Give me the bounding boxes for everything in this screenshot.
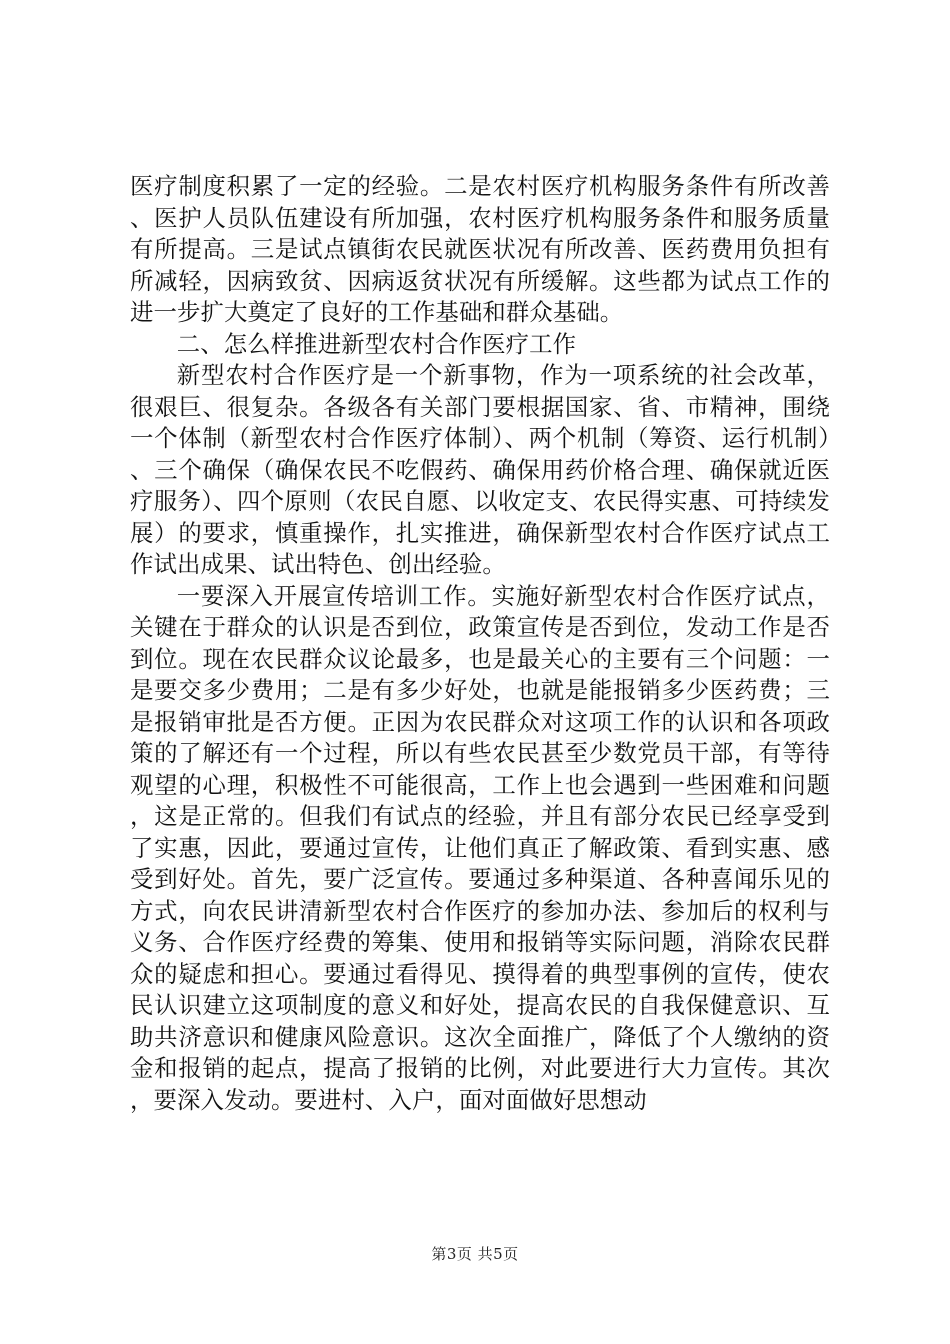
paragraph-publicity: 一要深入开展宣传培训工作。实施好新型农村合作医疗试点，关键在于群众的认识是否到位，政策宣传是否到位，发动工作是否到位。现在农民群众议论最多，也是最关心的主要有三个问题：一是要交多少费用；二是有多少好处，也就是能报销多少医药费；三是报销审批是否方便。正因为农民群众对这项工作的认识和各项政策的了解还有一个过程，所以有些农民甚至少数党员干部，有等待观望的心理，积极性不可能很高，工作上也会遇到一些困难和问题，这是正常的。但我们有试点的经验，并且有部分农民已经享受到了实惠，因此，要通过宣传，让他们真正了解政策、看到实惠、感受到好处。首先，要广泛宣传。要通过多种渠道、各种喜闻乐见的方式，向农民讲清新型农村合作医疗的参加办法、参加后的权利与义务、合作医疗经费的筹集、使用和报销等实际问题，消除农民群众的疑虑和担心。要通过看得见、摸得着的典型事例的宣传，使农民认识建立这项制度的意义和好处，提高农民的自我保健意识、互助共济意识和健康风险意识。这次全面推广，降低了个人缴纳的资金和报销的起点，提高了报销的比例，对此要进行大力宣传。其次，要深入发动。要进村、入户，面对面做好思想动: [130, 581, 830, 1114]
paragraph-overview: 新型农村合作医疗是一个新事物，作为一项系统的社会改革，很艰巨、很复杂。各级各有关部门要根据国家、省、市精神，围绕一个体制（新型农村合作医疗体制）、两个机制（筹资、运行机制）、三个确保（确保农民不吃假药、确保用药价格合理、确保就近医疗服务）、四个原则（农民自愿、以收定支、农民得实惠、可持续发展）的要求，慎重操作，扎实推进，确保新型农村合作医疗试点工作试出成果、试出特色、创出经验。: [130, 361, 830, 578]
document-body: [130, 171, 830, 1116]
section-heading: 二、怎么样推进新型农村合作医疗工作: [176, 329, 577, 358]
page-number-footer: 第3页 共5页: [431, 1245, 519, 1263]
paragraph-continuation: 医疗制度积累了一定的经验。二是农村医疗机构服务条件有所改善、医护人员队伍建设有所加强，农村医疗机构服务条件和服务质量有所提高。三是试点镇街农民就医状况有所改善、医药费用负担有所减轻，因病致贫、因病返贫状况有所缓解。这些都为试点工作的进一步扩大奠定了良好的工作基础和群众基础。: [130, 172, 830, 326]
